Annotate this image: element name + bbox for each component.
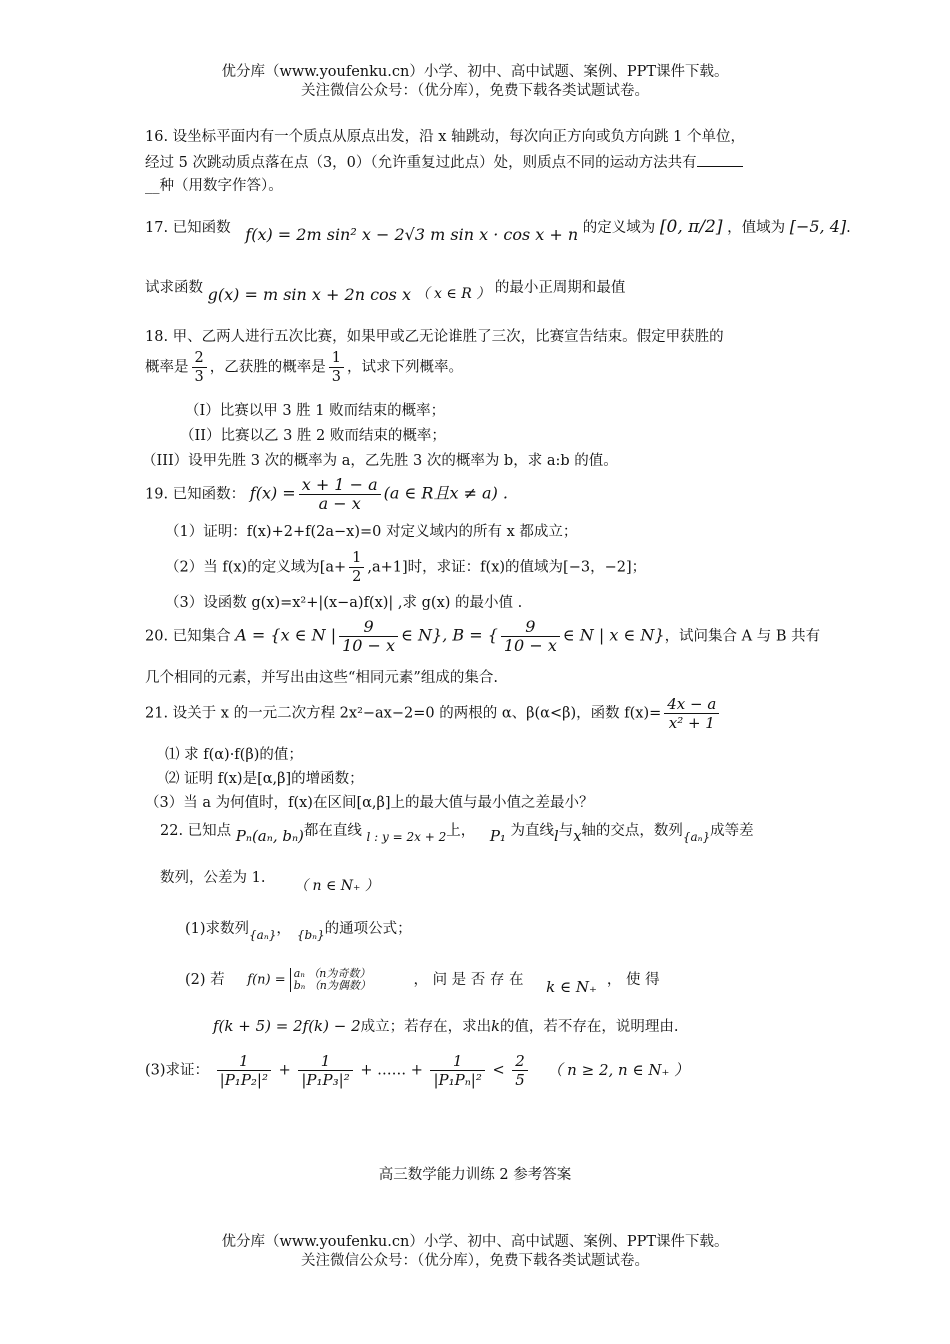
q22-part2-e: 的值，若不存在，说明理由. [499,1019,679,1035]
q22-line1-d: 为直线 [510,823,555,839]
q22-part2-b: ， 问 是 否 存 在 [413,972,524,988]
q21-line-1 [145,695,722,732]
q19-item-1: （1）证明：f(x)+2+f(2a−x)=0 对定义域内的所有 x 都成立； [165,524,578,540]
q19-frac-den: a − x [318,494,361,513]
q18-frac-b [329,349,344,386]
q22-line2-b: （ n ∈ N₊ ） [294,878,379,894]
q22-line-2 [160,867,379,894]
q18-frac-b-num: 1 [329,349,344,368]
q22-term-3-num: 1 [430,1052,484,1071]
answer-title: 高三数学能力训练 2 参考答案 [378,1167,572,1183]
q18-frac-a [192,349,207,386]
q22-an-2: {aₙ} [249,928,277,942]
q22-rhs [512,1052,528,1089]
q22-term-2 [298,1052,352,1089]
q18-item-2: （II）比赛以乙 3 胜 2 败而结束的概率； [180,428,446,444]
q18-frac-a-den: 3 [194,369,204,385]
q17-mid2: ，值域为 [727,220,786,236]
q20-frac-1-num: 9 [339,618,398,637]
q22-line2-a: 数列，公差为 1. [160,870,266,886]
q17-formula: f(x) = 2m sin² x − 2√3 m sin x · cos x + n [245,225,579,244]
q17-line-1 [145,216,851,244]
q21-item-3: （3）当 a 为何值时，f(x)在区间[α,β]上的最大值与最小值之差最小？ [145,795,594,811]
q22-line1-e: 与 [558,823,574,839]
q20-setA-a: A = {x ∈ N | [235,625,337,645]
answer-blank [697,154,743,167]
q21-item-2: ⑵ 证明 f(x)是[α,β]的增函数； [165,771,364,787]
q17-domain: [0, π/2] [659,217,723,237]
q22-case-b: bₙ （n为偶数） [293,979,371,992]
q22-term-1 [217,1052,271,1089]
q19-frac [299,476,381,513]
q22-bn: {bₙ} [296,928,325,942]
q22-fn: f(n) = [247,972,286,988]
q22-point: Pₙ(aₙ, bₙ) [235,827,304,845]
q22-line1-c: 上， [446,823,476,839]
q22-part3-a: (3)求证： [145,1062,210,1079]
q18-text-a: 概率是 [145,359,189,376]
q18-item-1: （I）比赛以甲 3 胜 1 败而结束的概率； [185,403,446,419]
plus-sign: + [278,1062,291,1079]
q22-term-3 [430,1052,484,1089]
q20-suffix: ，试问集合 A 与 B 共有 [664,628,821,645]
q22-part3-cond: （ n ≥ 2, n ∈ N₊ ） [547,1060,690,1079]
q17-g-formula: g(x) = m sin x + 2n cos x [207,285,411,304]
q22-x: x [573,829,582,845]
q20-frac-2-den: 10 − x [503,636,557,655]
q22-an: {aₙ} [682,830,711,844]
q20-frac-1 [339,618,398,655]
q20-frac-2-num: 9 [501,618,560,637]
q19-line-1 [145,476,508,513]
q18-text-b: ，乙获胜的概率是 [209,359,326,376]
q22-piecewise [247,968,371,992]
q17-end: . [846,220,851,236]
q22-l: l [554,829,559,845]
q20-prefix: 20. 已知集合 [145,628,231,645]
q17-prefix: 17. 已知函数 [145,220,231,236]
q19-item-2-b: ,a+1]时，求证：f(x)的值域为[−3，−2]； [367,559,647,576]
footer-line-2: 关注微信公众号：（优分库），免费下载各类试题试卷。 [301,1253,649,1269]
q19-item-2 [165,549,646,586]
q22-part2-a: (2) 若 [185,972,225,988]
q20-frac-1-den: 10 − x [342,636,396,655]
q21-item-1: ⑴ 求 f(α)·f(β)的值； [165,747,303,763]
q18-frac-a-num: 2 [192,349,207,368]
q20-line-2: 几个相同的元素，并写出由这些“相同元素”组成的集合. [145,670,498,686]
q22-term-1-num: 1 [217,1052,271,1071]
header-line-1: 优分库（www.youfenku.cn）小学、初中、高中试题、案例、PPT课件下载。 [221,64,729,80]
q22-part2-d: 成立；若存在，求出 [360,1019,492,1035]
q22-part1-a: (1)求数列 [185,921,250,937]
q19-item-2-frac-den: 2 [352,569,362,585]
q19-frac-num: x + 1 − a [299,476,381,495]
q17-line2-suffix: 的最小正周期和最值 [494,280,626,296]
q17-cond: （ x ∈ R ） [415,286,491,302]
q21-frac-num: 4x − a [664,695,719,714]
q17-line-2 [145,276,626,304]
q22-line1-f: 轴的交点，数列 [581,823,683,839]
q16-line-2-text: 经过 5 次跳动质点落在点（3，0）（允许重复过此点）处，则质点不同的运动方法共有 [145,155,697,171]
q19-item-2-a: （2）当 f(x)的定义域为[a+ [165,559,347,576]
q22-part-2-line-2 [213,1015,679,1038]
q19-fx: f(x) = [249,483,296,503]
q17-range: [−5, 4] [789,217,847,236]
q18-line-2 [145,349,463,386]
q22-rhs-den: 5 [515,1071,525,1089]
q16-line-1: 16. 设坐标平面内有一个质点从原点出发，沿 x 轴跳动，每次向正方向或负方向跳 1 个单位， [145,129,746,145]
header-line-2: 关注微信公众号：（优分库），免费下载各类试题试卷。 [301,83,649,99]
q18-item-3: （III）设甲先胜 3 次的概率为 a，乙先胜 3 次的概率为 b，求 a:b 的值。 [142,453,618,469]
q22-line1-b: 都在直线 [303,823,362,839]
q19-item-2-frac-num: 1 [349,549,364,568]
q22-part-2 [185,967,660,996]
q22-term-2-den: |P₁P₃|² [301,1071,350,1089]
q22-part2-eq: f(k + 5) = 2f(k) − 2 [213,1017,361,1035]
q22-part-3 [145,1052,689,1089]
q22-part1-b: 的通项公式； [324,921,412,937]
q22-case-a: aₙ （n为奇数） [293,967,371,980]
q21-frac-den: x² + 1 [668,714,715,732]
q17-mid: 的定义域为 [582,220,656,236]
q22-k-cond: k ∈ N₊ [546,978,597,996]
q21-frac [664,695,719,732]
q22-term-2-num: 1 [298,1052,352,1071]
q20-line-1 [145,618,820,655]
q22-lt: < [492,1062,505,1079]
q20-setA-b: ∈ N}, B = { [401,625,498,645]
q19-item-2-frac [349,549,364,586]
q22-term-3-den: |P₁Pₙ|² [433,1071,482,1089]
q19-item-3: （3）设函数 g(x)=x²+|(x−a)f(x)| ,求 g(x) 的最小值 . [165,595,523,611]
q22-piecewise-cases [290,968,371,992]
q20-frac-2 [501,618,560,655]
q22-line1-g: 成等差 [710,823,754,839]
q22-dots: + …… + [360,1062,423,1079]
q22-rhs-num: 2 [512,1052,528,1071]
q21-line-1-text: 21. 设关于 x 的一元二次方程 2x²−ax−2=0 的两根的 α、β(α<β)，函数 f(x)= [145,705,662,722]
q19-prefix: 19. 已知函数： [145,486,246,503]
q20-setB-b: ∈ N | x ∈ N} [562,625,665,645]
q22-p1: P₁ [489,827,506,845]
footer-line-1: 优分库（www.youfenku.cn）小学、初中、高中试题、案例、PPT课件下载。 [221,1234,729,1250]
q18-frac-b-den: 3 [331,369,341,385]
q22-k: k [491,1019,500,1035]
q16-line-2 [145,152,743,174]
q18-text-c: ，试求下列概率。 [346,359,463,376]
q18-line-1: 18. 甲、乙两人进行五次比赛，如果甲或乙无论谁胜了三次，比赛宣告结束。假定甲获胜的 [145,329,724,345]
q22-part-1: (1)求数列$_{\{a_n\}}$， $_{\{b_n\}}$的通项公式； [185,921,412,942]
q22-part2-c: ， 使 得 [606,972,660,988]
q19-cond: (a ∈ R且x ≠ a) . [383,483,509,503]
q22-line1-a: 22. 已知点 [160,823,232,839]
q16-line-3: __种（用数字作答）。 [145,178,283,194]
q17-line2-prefix: 试求函数 [145,280,203,296]
q22-line-1 [160,819,754,845]
q22-term-1-den: |P₁P₂|² [219,1071,268,1089]
q22-line-eq: l : y = 2x + 2 [366,830,447,844]
